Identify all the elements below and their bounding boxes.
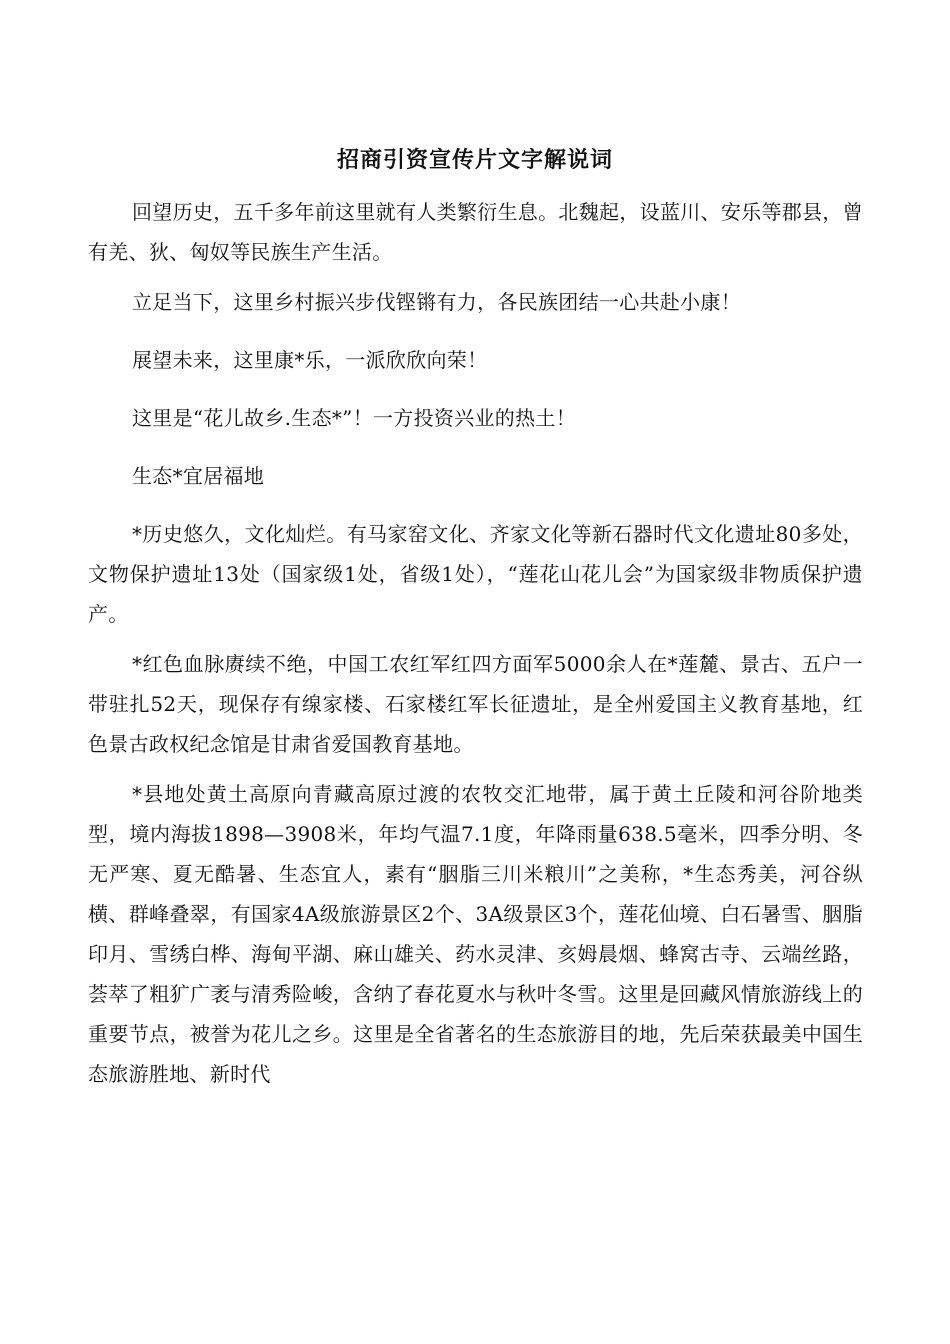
document-body — [88, 192, 863, 1104]
paragraph-future: 展望未来，这里康*乐，一派欣欣向荣！ — [132, 348, 488, 372]
paragraph-red-heritage: *红色血脉赓续不绝，中国工农红军红四方面军5000余人在*莲麓、景古、五户一带驻扎52天，现保存有缐家楼、石家楼红军长征遗址，是全州爱国主义教育基地，红色景古政权纪念馆是甘肃省爱国教育基地。 — [88, 652, 863, 756]
document-title: 招商引资宣传片文字解说词 — [336, 147, 613, 173]
section-heading-ecology: 生态*宜居福地 — [132, 464, 265, 488]
paragraph-geography: *县地处黄土高原向青藏高原过渡的农牧交汇地带，属于黄土丘陵和河谷阶地类型，境内海拔1898—3908米，年均气温7.1度，年降雨量638.5毫米，四季分明、冬无严寒、夏无酷暑、生态宜人，素有“胭脂三川米粮川”之美称，*生态秀美，河谷纵横、群峰叠翠，有国家4A级旅游景区2个、3A级景区3个，莲花仙境、白石暑雪、胭脂印月、雪绣白桦、海甸平湖、麻山雄关、药水灵津、亥姆晨烟、蜂窝古寺、云端丝路，荟萃了粗犷广袤与清秀险峻，含纳了春花夏水与秋叶冬雪。这里是回藏风情旅游线上的重要节点，被誉为花儿之乡。这里是全省著名的生态旅游目的地，先后荣获最美中国生态旅游胜地、新时代 — [88, 782, 863, 1086]
paragraph-history: 回望历史，五千多年前这里就有人类繁衍生息。北魏起，设蓝川、安乐等郡县，曾有羌、狄、匈奴等民族生产生活。 — [88, 200, 863, 264]
paragraph-culture: *历史悠久，文化灿烂。有马家窑文化、齐家文化等新石器时代文化遗址80多处，文物保护遗址13处（国家级1处，省级1处），“莲花山花儿会”为国家级非物质保护遗产。 — [88, 522, 863, 626]
paragraph-present: 立足当下，这里乡村振兴步伐铿锵有力，各民族团结一心共赴小康！ — [132, 290, 741, 314]
paragraph-slogan: 这里是“花儿故乡.生态*”！一方投资兴业的热土！ — [132, 406, 577, 430]
